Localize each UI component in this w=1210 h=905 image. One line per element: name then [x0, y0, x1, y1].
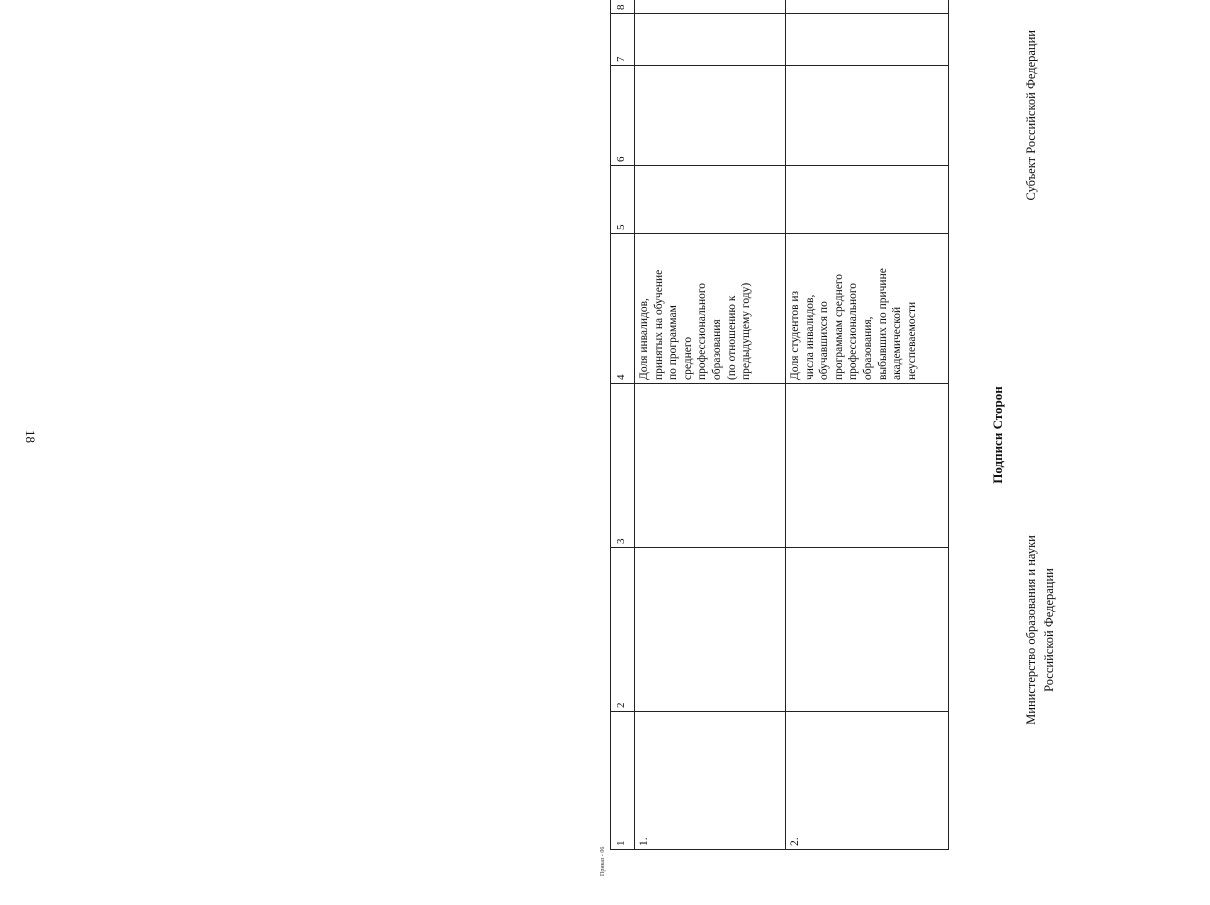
table-cell — [635, 166, 786, 234]
table-cell — [635, 548, 786, 712]
table-cell — [786, 166, 949, 234]
table-cell — [786, 0, 949, 14]
column-header: 3 — [611, 384, 635, 548]
indicator-cell: Доля инвалидов, принятых на обучение по программам среднего профессионального образования (по отношению к предыдущему году) — [635, 234, 786, 384]
column-header: 2 — [611, 548, 635, 712]
table-header-row — [611, 0, 635, 850]
indicators-table — [610, 0, 949, 850]
table-cell — [786, 14, 949, 66]
signatures-title: Подписи Сторон — [990, 386, 1005, 484]
table-row — [786, 0, 949, 850]
column-header: 7 — [611, 14, 635, 66]
column-header: 4 — [611, 234, 635, 384]
signature-right-party: Субъект Российской Федерации — [1024, 30, 1038, 201]
landscape-content — [610, 4, 1210, 850]
table-cell — [635, 66, 786, 166]
table-cell — [635, 384, 786, 548]
table-cell — [635, 0, 786, 14]
row-number: 2. — [786, 712, 949, 850]
table-row — [635, 0, 786, 850]
column-header: 6 — [611, 66, 635, 166]
table-cell — [786, 548, 949, 712]
column-header: 1 — [611, 712, 635, 850]
table-cell — [786, 384, 949, 548]
indicator-cell: Доля студентов из числа инвалидов, обучавшихся по программам среднего профессионального образования, выбывших по причине академической неуспеваемости — [786, 234, 949, 384]
table-cell — [635, 14, 786, 66]
page-number: 18 — [23, 430, 38, 443]
signature-left-party: Министерство образования и науки Российской Федерации — [1024, 535, 1056, 725]
column-header: 5 — [611, 166, 635, 234]
column-header: 8 — [611, 0, 635, 14]
footer-code: Приказ - 06 — [600, 846, 606, 876]
table-cell — [786, 66, 949, 166]
row-number: 1. — [635, 712, 786, 850]
